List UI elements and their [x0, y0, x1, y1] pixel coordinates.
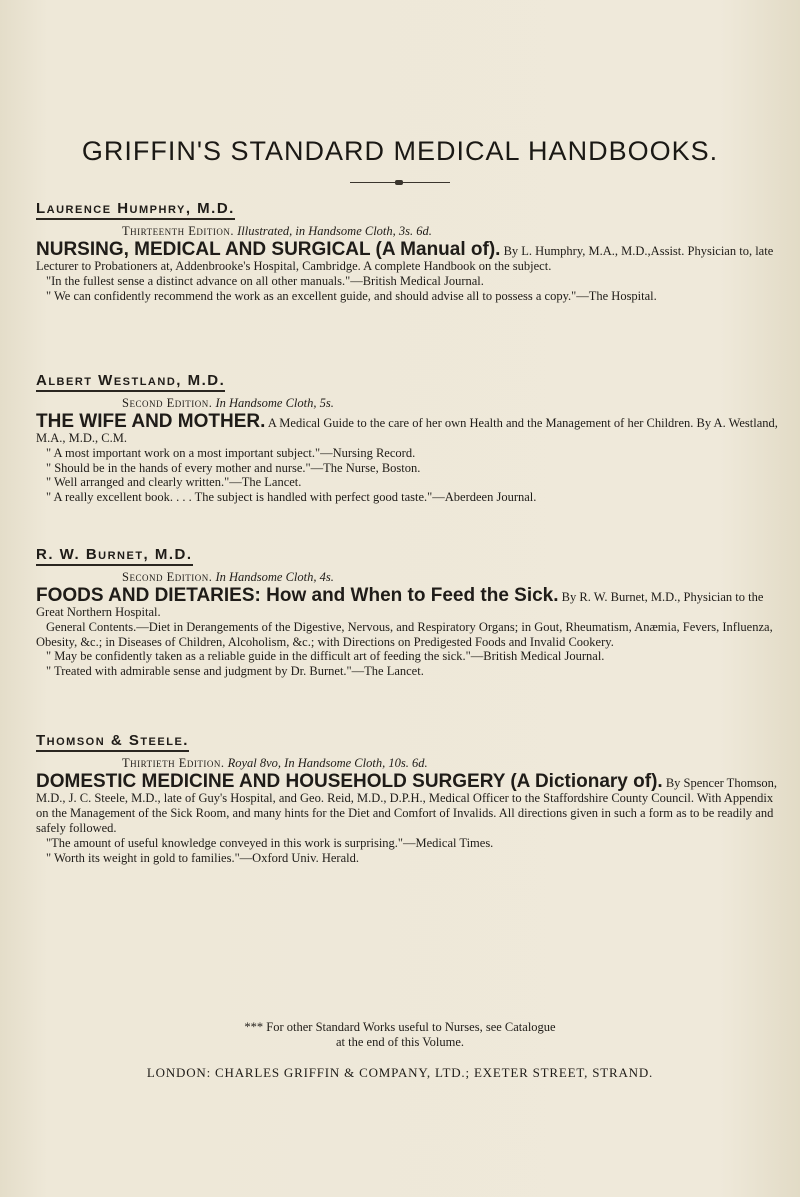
book-title: FOODS AND DIETARIES: How and When to Feed the Sick.: [36, 585, 559, 606]
review-quote: "In the fullest sense a distinct advance on all other manuals."—British Medical Journal.: [46, 274, 484, 288]
book-byline: By R. W. Burnet, M.D., Physician to the Great Northern Hospital.: [36, 590, 764, 619]
catalogue-note-line: at the end of this Volume.: [336, 1034, 464, 1049]
publisher-imprint: LONDON: CHARLES GRIFFIN & COMPANY, LTD.; EXETER STREET, STRAND.: [146, 1065, 654, 1080]
title-ornament: [350, 182, 450, 183]
book-title-block: [36, 771, 778, 836]
binding-price: Royal 8vo, In Handsome Cloth, 10s. 6d.: [227, 756, 428, 770]
catalogue-note: [0, 1020, 800, 1049]
author-heading: Albert Westland, M.D.: [36, 372, 225, 392]
entry-thomson-steele: [36, 732, 778, 865]
review-quote: " Well arranged and clearly written."—The Lancet.: [46, 475, 302, 489]
book-title-block: [36, 585, 778, 620]
review-quote: " Worth its weight in gold to families."—Oxford Univ. Herald.: [46, 850, 359, 865]
edition-line: [122, 224, 778, 239]
page-title: GRIFFIN'S STANDARD MEDICAL HANDBOOKS.: [81, 136, 719, 166]
review-quote: " A really excellent book. . . . The subject is handled with perfect good taste."—Aberdeen Journal.: [46, 489, 537, 504]
edition-number: Second Edition.: [122, 570, 213, 584]
catalogue-note-line: *** For other Standard Works useful to Nurses, see Catalogue: [244, 1020, 556, 1034]
edition-number: Second Edition.: [122, 396, 213, 410]
binding-price: In Handsome Cloth, 4s.: [215, 570, 334, 584]
edition-number: Thirteenth Edition.: [122, 224, 234, 238]
book-title: DOMESTIC MEDICINE AND HOUSEHOLD SURGERY (A Dictionary of).: [36, 771, 663, 792]
book-title-block: [36, 239, 778, 274]
entry-burnet: [36, 546, 778, 678]
book-title: NURSING, MEDICAL AND SURGICAL (A Manual of).: [36, 239, 501, 260]
book-title-block: [36, 411, 778, 446]
author-heading: Laurence Humphry, M.D.: [36, 200, 235, 220]
edition-line: [122, 756, 778, 771]
binding-price: Illustrated, in Handsome Cloth, 3s. 6d.: [237, 224, 432, 238]
book-byline: By L. Humphry, M.A., M.D.,Assist. Physician to, late Lecturer to Probationers at, Addenbrooke's Hospital, Cambridge. A complete Handbook on the subject.: [36, 244, 774, 273]
review-quote: " We can confidently recommend the work as an excellent guide, and should advise all to possess a copy."—The Hospital.: [46, 288, 657, 303]
entry-westland: [36, 372, 778, 504]
book-byline: A Medical Guide to the care of her own Health and the Management of her Children. By A. Westland, M.A., M.D., C.M.: [36, 416, 778, 445]
author-heading: R. W. Burnet, M.D.: [36, 546, 193, 566]
review-quote: "The amount of useful knowledge conveyed in this work is surprising."—Medical Times.: [46, 836, 494, 850]
book-byline: By Spencer Thomson, M.D., J. C. Steele, M.D., late of Guy's Hospital, and Geo. Reid, M.D., D.P.H., Medical Officer to the Staffordshire County Council. With Appendix on the Management of the Sick Room, and many hints for the Diet and Comfort of Invalids. All directions given in such a form as to be readily and safely followed.: [36, 776, 778, 835]
review-quote: " Treated with admirable sense and judgment by Dr. Burnet."—The Lancet.: [46, 663, 424, 678]
contents-paragraph: General Contents.—Diet in Derangements of the Digestive, Nervous, and Respiratory Organs; in Gout, Rheumatism, Anæmia, Fevers, Influenza, Obesity, &c.; in Diseases of Children, Alcoholism, &c.; with Directions on Predigested Foods and Invalid Cookery.: [36, 620, 773, 649]
edition-line: [122, 570, 778, 585]
entry-humphry: [36, 200, 778, 303]
author-heading: Thomson & Steele.: [36, 732, 189, 752]
book-title: THE WIFE AND MOTHER.: [36, 411, 266, 432]
review-quote: " Should be in the hands of every mother and nurse."—The Nurse, Boston.: [46, 460, 421, 475]
edition-line: [122, 396, 778, 411]
review-quote: " May be confidently taken as a reliable guide in the difficult art of feeding the sick."—British Medical Journal.: [46, 649, 605, 663]
edition-number: Thirtieth Edition.: [122, 756, 225, 770]
binding-price: In Handsome Cloth, 5s.: [215, 396, 334, 410]
review-quote: " A most important work on a most important subject."—Nursing Record.: [46, 446, 416, 460]
